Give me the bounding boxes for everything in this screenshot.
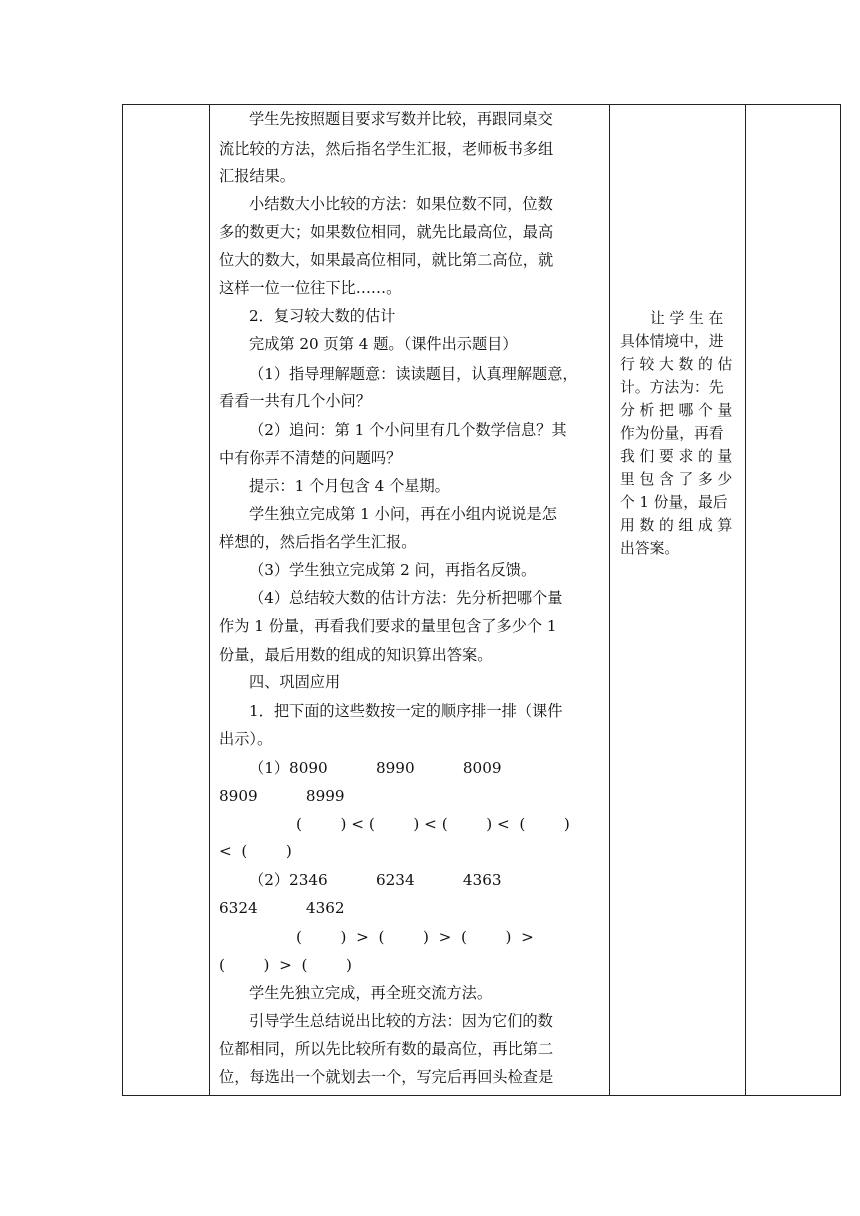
text-line: 位大的数大，如果最高位相同，就比第二高位，就 (219, 251, 554, 269)
text-line: 学生独立完成第 1 小问，再在小组内说说是怎 (249, 505, 557, 523)
text-line: （1）指导理解题意：读读题目，认真理解题意， (249, 365, 578, 383)
text-line: 出示）。 (219, 730, 273, 748)
text-line: （2）追问：第 1 个小问里有几个数学信息？其 (249, 421, 567, 439)
text-line: 作为 1 份量，再看我们要求的量里包含了多少个 1 (219, 617, 557, 635)
text-line: 引导学生总结说出比较的方法：因为它们的数 (249, 1012, 553, 1030)
text-line: 完成第 20 页第 4 题。（课件出示题目） (249, 335, 518, 353)
text-line: （1）8090 8990 8009 (249, 759, 502, 777)
column-divider (745, 105, 746, 1095)
text-line: 个 1 份量，最后 (620, 494, 728, 511)
text-line: 1．把下面的这些数按一定的顺序排一排（课件 (249, 702, 563, 720)
text-line: 这样一位一位往下比……。 (219, 279, 402, 297)
text-line: 6324 4362 (219, 899, 345, 917)
column-divider (609, 105, 610, 1095)
text-line: 提示：1 个月包含 4 个星期。 (249, 477, 450, 495)
text-line: 出答案。 (620, 540, 680, 557)
text-line: 小结数大小比较的方法：如果位数不同，位数 (249, 195, 553, 213)
lesson-plan-table (122, 104, 841, 1096)
text-line: （2）2346 6234 4363 (249, 871, 502, 889)
text-line: （4）总结较大数的估计方法：先分析把哪个量 (249, 589, 563, 607)
text-line: 用 数 的 组 成 算 (620, 517, 733, 534)
text-line: ( ) > ( ) > ( ) > (296, 928, 534, 946)
text-line: 汇报结果。 (219, 167, 295, 185)
text-line: 学生先按照题目要求写数并比较，再跟同桌交 (249, 110, 553, 128)
text-line: 位都相同，所以先比较所有数的最高位，再比第二 (219, 1040, 554, 1058)
text-line: 作为份量，再看 (620, 425, 724, 442)
text-line: 样想的，然后指名学生汇报。 (219, 533, 417, 551)
text-line: 让 学 生 在 (650, 310, 724, 327)
text-line: 2．复习较大数的估计 (249, 307, 396, 325)
text-line: ( ) < ( ) < ( ) < ( ) (296, 815, 570, 833)
text-line: 流比较的方法，然后指名学生汇报，老师板书多组 (219, 140, 554, 158)
text-line: 份量，最后用数的组成的知识算出答案。 (219, 646, 493, 664)
text-line: ( ) > ( ) (219, 956, 352, 974)
text-line: 具体情境中，进 (620, 333, 724, 350)
text-line: 计。方法为：先 (620, 379, 724, 396)
text-line: 四、巩固应用 (249, 673, 341, 691)
text-line: 看看一共有几个小问？ (219, 392, 371, 410)
text-line: 中有你弄不清楚的问题吗？ (219, 449, 402, 467)
text-line: （3）学生独立完成第 2 问，再指名反馈。 (249, 561, 537, 579)
text-line: 8909 8999 (219, 787, 345, 805)
text-line: < ( ) (219, 842, 292, 860)
text-line: 学生先独立完成，再全班交流方法。 (249, 984, 492, 1002)
text-line: 位，每选出一个就划去一个，写完后再回头检查是 (219, 1068, 554, 1086)
text-line: 里 包 含 了 多 少 (620, 471, 733, 488)
text-line: 多的数更大；如果数位相同，就先比最高位，最高 (219, 223, 554, 241)
column-divider (209, 105, 210, 1095)
text-line: 行 较 大 数 的 估 (620, 356, 733, 373)
text-line: 我 们 要 求 的 量 (620, 448, 733, 465)
text-line: 分 析 把 哪 个 量 (620, 402, 733, 419)
